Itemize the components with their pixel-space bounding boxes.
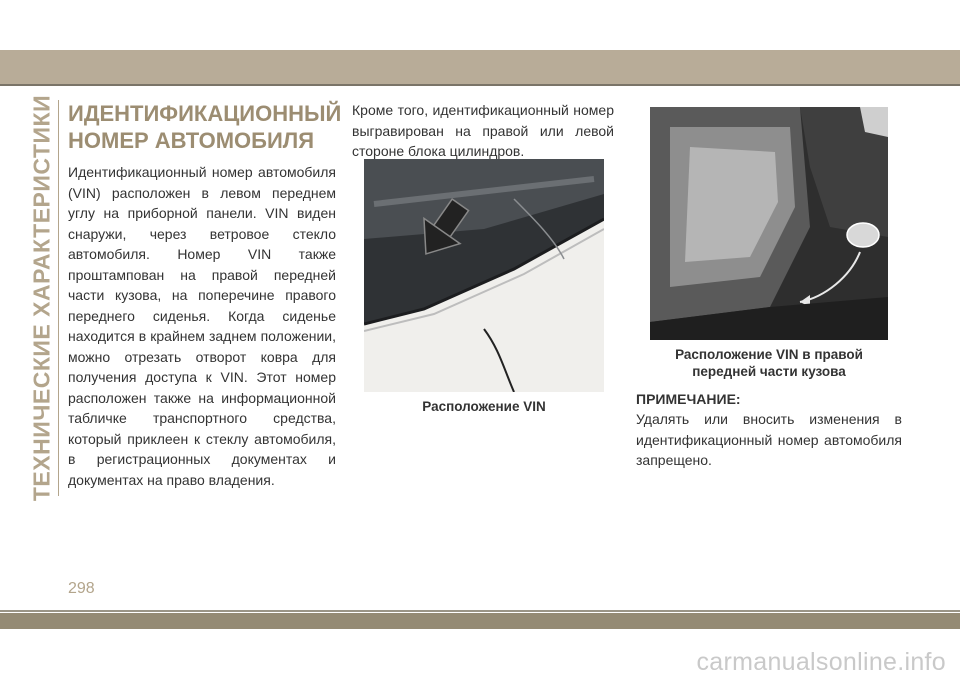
note-title: ПРИМЕЧАНИЕ: bbox=[636, 391, 741, 407]
right-caption-line2: передней части кузова bbox=[692, 364, 846, 379]
header-rule bbox=[0, 84, 960, 86]
seat-vin-photo bbox=[650, 107, 888, 340]
section-paragraph: Идентификационный номер автомобиля (VIN) расположен в левом переднем углу на приборной панели. VIN виден снаружи, через ветровое стекло автомобиля. Номер VIN также проштампован на правой передней части кузова, на поперечине правого переднего сиденья. Когда сиденье находится в крайнем заднем положении, можно отрезать отворот ковра для получения доступа к VIN. Этот номер расположен также на информационной табличке транспортного средства, который приклеен к стеклу автомобиля, в регистрационных документах и документах на право владения. bbox=[68, 164, 336, 488]
side-section-title-text: ТЕХНИЧЕСКИЕ ХАРАКТЕРИСТИКИ bbox=[28, 94, 55, 502]
footer-band bbox=[0, 613, 960, 629]
middle-column bbox=[352, 100, 614, 162]
section-heading-line1: ИДЕНТИФИКАЦИОННЫЙ bbox=[68, 101, 342, 126]
right-figure-caption bbox=[650, 346, 888, 380]
windshield-illustration bbox=[364, 159, 604, 392]
right-caption-line1: Расположение VIN в правой bbox=[675, 347, 863, 362]
middle-figure-caption bbox=[364, 398, 604, 415]
side-rule bbox=[58, 100, 59, 496]
page-number: 298 bbox=[68, 580, 95, 597]
header-band bbox=[0, 50, 960, 84]
left-column bbox=[68, 100, 342, 490]
note-text: Удалять или вносить изменения в идентификационный номер автомобиля запрещено. bbox=[636, 411, 902, 468]
watermark: carmanualsonline.info bbox=[696, 648, 946, 676]
windshield-vin-photo bbox=[364, 159, 604, 392]
middle-paragraph: Кроме того, идентификационный номер выгравирован на правой или левой стороне блока цилиндров. bbox=[352, 102, 614, 159]
footer-rule bbox=[0, 610, 960, 612]
note-block bbox=[636, 390, 902, 471]
middle-caption-text: Расположение VIN bbox=[422, 399, 546, 414]
section-heading-line2: НОМЕР АВТОМОБИЛЯ bbox=[68, 128, 315, 153]
seat-illustration bbox=[650, 107, 888, 340]
